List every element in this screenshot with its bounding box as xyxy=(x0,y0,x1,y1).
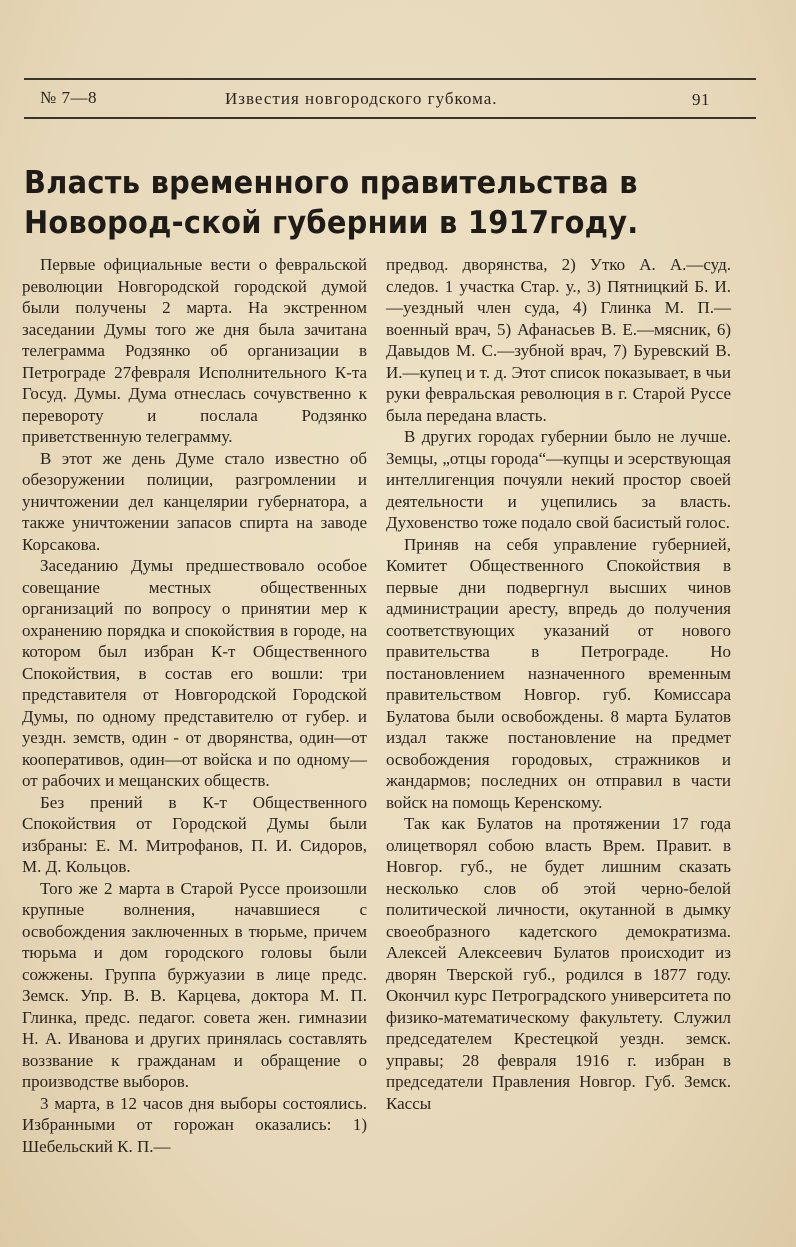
paragraph: Заседанию Думы предшествовало особое совещание местных общественных организаций по вопросу о принятии мер к охранению порядка и спокойствия в городе, на котором был избран К-т Общественного Спокойствия, в состав его вошли: три представителя от Новгородской Городской Думы, по одному представителю от губер. и уездн. земств, один - от дворянства, один—от кооперативов, один—от войска и по одному—от рабочих и мещанских обществ. xyxy=(22,556,367,790)
right-column xyxy=(386,254,731,1114)
header-rule-top xyxy=(24,78,756,80)
header-rule-bottom xyxy=(24,117,756,119)
article-title: Власть временного правительства в Новород-ской губернии в 1917году. xyxy=(24,165,639,241)
paragraph: В других городах губернии было не лучше. Земцы, „отцы города“—купцы и эсерствующая интеллигенция почуяли некий простор своей деятельности и уцепились за власть. Духовенство тоже подало свой басистый голос. xyxy=(386,427,731,532)
paragraph: Так как Булатов на протяжении 17 года олицетворял собою власть Врем. Правит. в Новгор. губ., не будет лишним сказать несколько слов об этой черно-белой политической личности, окутанной в дымку своеобразного кадетского демократизма. Алексей Алексеевич Булатов происходит из дворян Тверской губ., родился в 1877 году. Окончил курс Петроградского университета по физико-математическому факультету. Служил председателем Крестецкой уездн. земск. управы; 28 февраля 1916 г. избран в председатели Правления Новгор. Губ. Земск. Кассы xyxy=(386,814,731,1113)
publication-title: Известия новгородского губкома. xyxy=(225,89,498,108)
paragraph: Первые официальные вести о февральской революции Новгородской городской думой были получены 2 марта. На экстренном заседании Думы того же дня была зачитана телеграмма Родзянко об организации в Петрограде 27февраля Исполнительного К-та Госуд. Думы. Дума отнеслась сочувственно к перевороту и послала Родзянко приветственную телеграмму. xyxy=(22,255,367,446)
paragraph: Без прений в К-т Общественного Спокойствия от Городской Думы были избраны: Е. М. Митрофанов, П. И. Сидоров, М. Д. Кольцов. xyxy=(22,792,367,876)
paragraph: 3 марта, в 12 часов дня выборы состоялись. Избранными от горожан оказались: 1) Шебельский К. П.— xyxy=(22,1093,367,1156)
running-header xyxy=(24,84,756,114)
paragraph: Приняв на себя управление губернией, Комитет Общественного Спокойствия в первые дни подвергнул высших чинов администрации аресту, впредь до получения соответствующих указаний от нового правительства в Петрограде. Но постановлением назначенного временным правительством Новгор. губ. Комиссара Булатова были освобождены. 8 марта Булатов издал также постановление на предмет освобождения городовых, стражников и жандармов; последних он отправил в части войск на помощь Керенскому. xyxy=(386,534,731,812)
page-number: 91 xyxy=(692,90,710,109)
paragraph-continued: предвод. дворянства, 2) Утко А. А.—суд. следов. 1 участка Стар. у., 3) Пятницкий Б. И.—уездный член суда, 4) Глинка М. П.—военный врач, 5) Афанасьев В. Е.—мясник, 6) Давыдов М. С.—зубной врач, 7) Буревский В. И.—купец и т. д. Этот список показывает, в чьи руки февральская революция в г. Старой Руссе была передана власть. xyxy=(386,255,731,425)
paragraph: Того же 2 марта в Старой Руссе произошли крупные волнения, начавшиеся с освобождения заключенных в тюрьме, причем тюрьма и дом городского головы были сожжены. Группа буржуазии в лице предс. Земск. Упр. В. В. Карцева, доктора М. П. Глинка, предс. педагог. совета жен. гимназии Н. А. Иванова и других принялась составлять воззвание к гражданам и обращение о производстве выборов. xyxy=(22,878,367,1091)
paragraph: В этот же день Думе стало известно об обезоружении полиции, разгромлении и уничтожении дел канцелярии губернатора, а также уничтожении запасов спирта на заводе Корсакова. xyxy=(22,448,367,554)
issue-number: № 7—8 xyxy=(40,88,97,107)
left-column xyxy=(22,254,367,1157)
